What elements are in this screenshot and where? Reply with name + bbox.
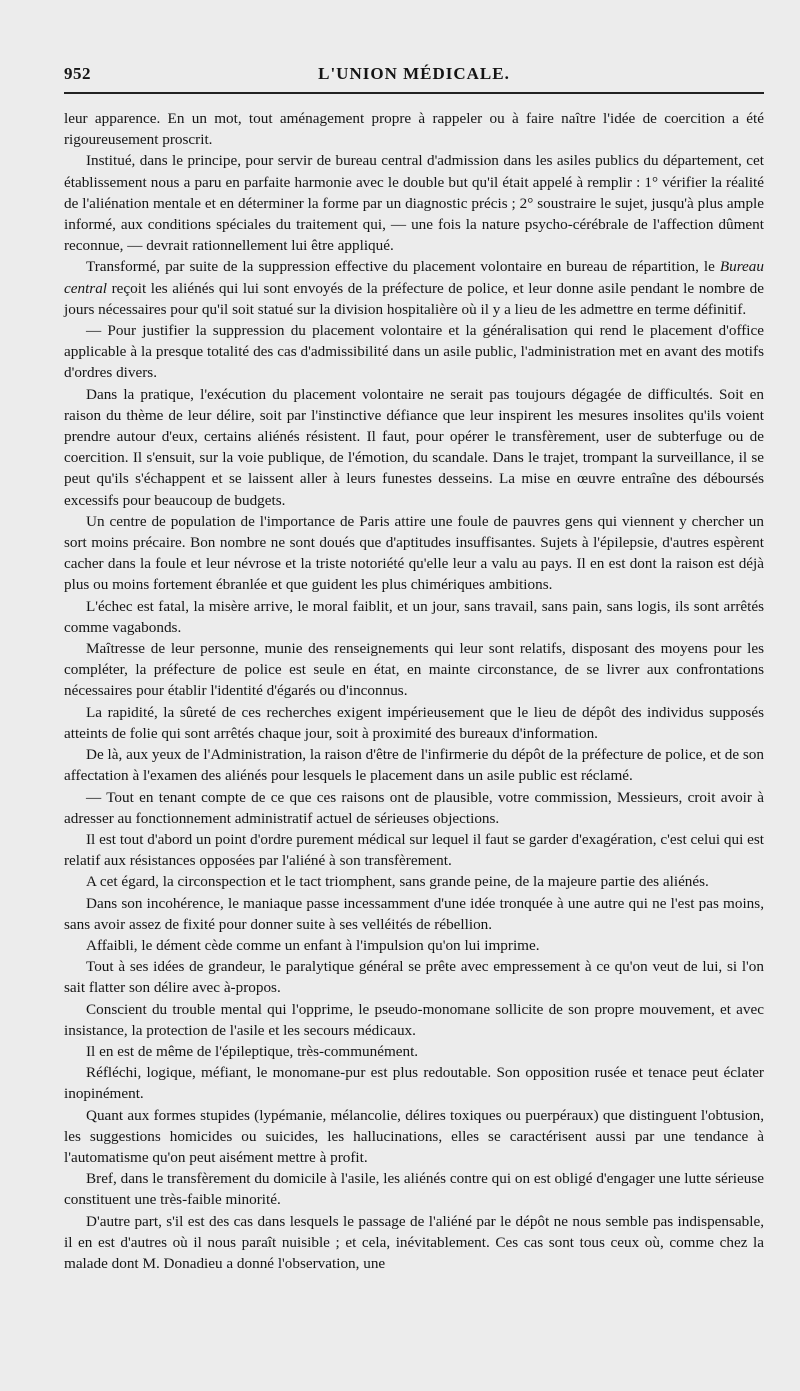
paragraph: Il est tout d'abord un point d'ordre purement médical sur lequel il faut se garder d'exagération, c'est celui qui est relatif aux résistances opposées par l'aliéné à son transfèrement. [64, 830, 764, 870]
italic-term: Bureau central [64, 258, 764, 297]
paragraph: Réfléchi, logique, méfiant, le monomane-pur est plus redoutable. Son opposition rusée et tenace peut éclater inopinément. [64, 1064, 764, 1103]
paragraph: leur apparence. En un mot, tout aménagement propre à rappeler ou à faire naître l'idée de coercition a été rigoureusement proscrit. [64, 110, 764, 149]
paragraph: — Pour justifier la suppression du placement volontaire et la généralisation qui rend le placement d'office applicable à la presque totalité des cas d'admissibilité dans un asile public, l'administration met en avant des motifs d'ordres divers. [64, 322, 764, 382]
paragraph: — Tout en tenant compte de ce que ces raisons ont de plausible, votre commission, Messieurs, croit avoir à adresser au fonctionnement administratif actuel de sérieuses objections. [64, 788, 764, 827]
paragraph: A cet égard, la circonspection et le tact triomphent, sans grande peine, de la majeure partie des aliénés. [86, 873, 709, 891]
page-number: 952 [64, 64, 91, 83]
paragraph: De là, aux yeux de l'Administration, la raison d'être de l'infirmerie du dépôt de la préfecture de police, et de son affectation à l'examen des aliénés pour lesquels le placement dans un asile public est réclamé. [64, 746, 764, 785]
page-header [64, 62, 764, 94]
paragraph: Conscient du trouble mental qui l'opprime, le pseudo-monomane sollicite de son propre mouvement, et avec insistance, la protection de l'asile et les secours médicaux. [64, 1000, 764, 1039]
body-text [64, 108, 764, 1274]
paragraph: Quant aux formes stupides (lypémanie, mélancolie, délires toxiques ou puerpéraux) que distinguent l'obtusion, les suggestions homicides ou suicides, les hallucinations, elles se caractérisent aussi par une tendance à l'automatisme qu'on peut aisément mettre à profit. [64, 1106, 764, 1166]
paragraph: Dans son incohérence, le maniaque passe incessamment d'une idée tronquée à une autre qui ne l'est pas moins, sans avoir assez de fixité pour donner suite à ses velléités de rébellion. [64, 894, 764, 933]
paragraph-text: reçoit les aliénés qui lui sont envoyés de la préfecture de police, et leur donne asile pendant le nombre de jours nécessaires pour qu'il soit statué sur la division hospitalière où il y a lieu de les admettre en terme définitif. [64, 279, 764, 318]
paragraph: Affaibli, le dément cède comme un enfant à l'impulsion qu'on lui imprime. [86, 936, 540, 954]
running-title: L'UNION MÉDICALE. [318, 64, 510, 83]
paragraph: L'échec est fatal, la misère arrive, le moral faiblit, et un jour, sans travail, sans pain, sans logis, ils sont arrêtés comme vagabonds. [64, 597, 764, 636]
paragraph: Il en est de même de l'épileptique, très-communément. [86, 1042, 419, 1060]
paragraph: Dans la pratique, l'exécution du placement volontaire ne serait pas toujours dégagée de difficultés. Soit en raison du thème de leur délire, soit par l'instinctive défiance que leur inspirent les mesures insolites qu'ils voient prendre autour d'eux, certains aliénés résistent. Il faut, pour opérer le transfèrement, user de subterfuge ou de coercition. Il s'ensuit, sur la voie publique, de l'émotion, du scandale. Dans le trajet, trompant la surveillance, il se peut qu'ils s'échappent et se laissent aller à leurs funestes desseins. La mise en œuvre entraîne des déboursés excessifs pour beaucoup de budgets. [64, 385, 764, 509]
paragraph: Tout à ses idées de grandeur, le paralytique général se prête avec empressement à ce qu'on veut de lui, si l'on sait flatter son délire avec à-propos. [64, 958, 764, 997]
paragraph: Institué, dans le principe, pour servir de bureau central d'admission dans les asiles publics du département, cet établissement nous a paru en parfaite harmonie avec le double but qu'il était appelé à remplir : 1° vérifier la réalité de l'aliénation mentale et en déterminer la forme par un diagnostic précis ; 2° soustraire le sujet, jusqu'à plus ample informé, aux conditions spéciales du traitement qui, — une fois la nature psycho-cérébrale de l'affection dûment reconnue, — devrait rationnellement lui être appliqué. [64, 152, 764, 255]
paragraph-text: Transformé, par suite de la suppression effective du placement volontaire en bureau de répartition, le [86, 258, 720, 276]
paragraph: D'autre part, s'il est des cas dans lesquels le passage de l'aliéné par le dépôt ne nous semble pas indispensable, il en est d'autres où il nous paraît nuisible ; et cela, inévitablement. Ces cas sont tous ceux où, comme chez la malade dont M. Donadieu a donné l'observation, une [64, 1212, 764, 1272]
paragraph: Maîtresse de leur personne, munie des renseignements qui leur sont relatifs, disposant des moyens pour les compléter, la préfecture de police est seule en état, en mainte circonstance, de se livrer aux confrontations nécessaires pour établir l'identité d'égarés ou d'inconnus. [64, 640, 764, 700]
paragraph: Bref, dans le transfèrement du domicile à l'asile, les aliénés contre qui on est obligé d'engager une lutte sérieuse constituent une très-faible minorité. [64, 1170, 764, 1209]
paragraph [64, 256, 764, 320]
paragraph: Un centre de population de l'importance de Paris attire une foule de pauvres gens qui viennent y chercher un sort moins précaire. Bon nombre ne sont doués que d'aptitudes insuffisantes. Sujets à l'épilepsie, d'autres espèrent cacher dans la foule et leur névrose et la triste notoriété qu'elle leur a valu au pays. Il en est dont la raison est déjà plus ou moins fortement ébranlée et que guident les plus chimériques ambitions. [64, 512, 764, 594]
paragraph: La rapidité, la sûreté de ces recherches exigent impérieusement que le lieu de dépôt des individus supposés atteints de folie qui sont arrêtés chaque jour, soit à proximité des bureaux d'information. [64, 703, 764, 742]
